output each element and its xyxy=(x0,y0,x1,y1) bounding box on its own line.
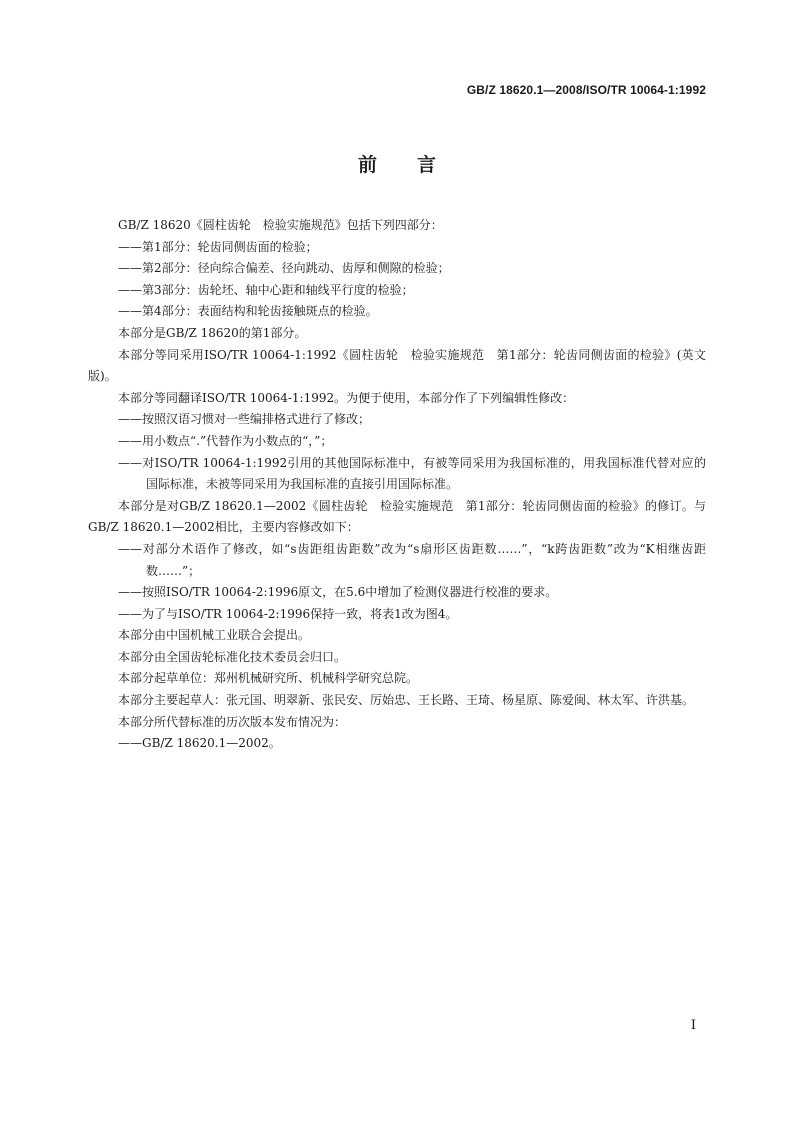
paragraph-translation: 本部分等同翻译ISO/TR 10064-1:1992。为便于使用，本部分作了下列编辑性修改： xyxy=(118,390,575,405)
paragraph-revision: 本部分是对GB/Z 18620.1—2002《圆柱齿轮 检验实施规范 第1部分：轮齿同侧齿面的检验》的修订。与GB/Z 18620.1—2002相比，主要内容修改如下： xyxy=(88,498,706,535)
list-item-edit-decimal: ——用小数点“.”代替作为小数点的“，”； xyxy=(118,433,333,448)
list-item-history-version: ——GB/Z 18620.1—2002。 xyxy=(118,736,281,751)
paragraph-drafters: 本部分主要起草人：张元国、明翠新、张民安、厉始忠、王长路、王琦、杨星原、陈爱闽、林太军、许洪基。 xyxy=(118,693,695,708)
page-title: 前言 xyxy=(357,154,476,176)
list-item-part-1: ——第1部分：轮齿同侧齿面的检验； xyxy=(118,239,318,254)
paragraph-drafting-units: 本部分起草单位：郑州机械研究所、机械科学研究总院。 xyxy=(118,671,419,686)
list-item-part-4: ——第4部分：表面结构和轮齿接触斑点的检验。 xyxy=(118,304,378,319)
list-item-part-3: ——第3部分：齿轮坯、轴中心距和轴线平行度的检验； xyxy=(118,282,414,297)
list-item-change-calibration: ——按照ISO/TR 10064-2:1996原文，在5.6中增加了检测仪器进行校准的要求。 xyxy=(118,585,558,600)
paragraph-committee: 本部分由全国齿轮标准化技术委员会归口。 xyxy=(118,649,347,664)
paragraph-adoption: 本部分等同采用ISO/TR 10064-1:1992《圆柱齿轮 检验实施规范 第1部分：轮齿同侧齿面的检验》(英文版)。 xyxy=(88,347,706,384)
list-item-edit-references: ——对ISO/TR 10064-1:1992引用的其他国际标准中，有被等同采用为我国标准的，用我国标准代替对应的国际标准，未被等同采用为我国标准的直接引用国际标准。 xyxy=(118,455,706,492)
list-item-change-terms: ——对部分术语作了修改，如“s齿距组齿距数”改为“s扇形区齿距数……”，“k跨齿距数”改为“K相继齿距数……”； xyxy=(118,541,706,578)
list-item-edit-format: ——按照汉语习惯对一些编排格式进行了修改； xyxy=(118,412,371,427)
paragraph-part-statement: 本部分是GB/Z 18620的第1部分。 xyxy=(118,325,307,340)
paragraph-history: 本部分所代替标准的历次版本发布情况为： xyxy=(118,714,347,729)
list-item-part-2: ——第2部分：径向综合偏差、径向跳动、齿厚和侧隙的检验； xyxy=(118,261,450,276)
foreword-body xyxy=(88,215,706,755)
page-number: I xyxy=(690,1018,696,1033)
paragraph-proposer: 本部分由中国机械工业联合会提出。 xyxy=(118,628,311,643)
paragraph-parts-intro: GB/Z 18620《圆柱齿轮 检验实施规范》包括下列四部分： xyxy=(118,218,443,232)
list-item-change-figure: ——为了与ISO/TR 10064-2:1996保持一致，将表1改为图4。 xyxy=(118,606,458,621)
standard-code: GB/Z 18620.1—2008/ISO/TR 10064-1:1992 xyxy=(466,83,706,97)
